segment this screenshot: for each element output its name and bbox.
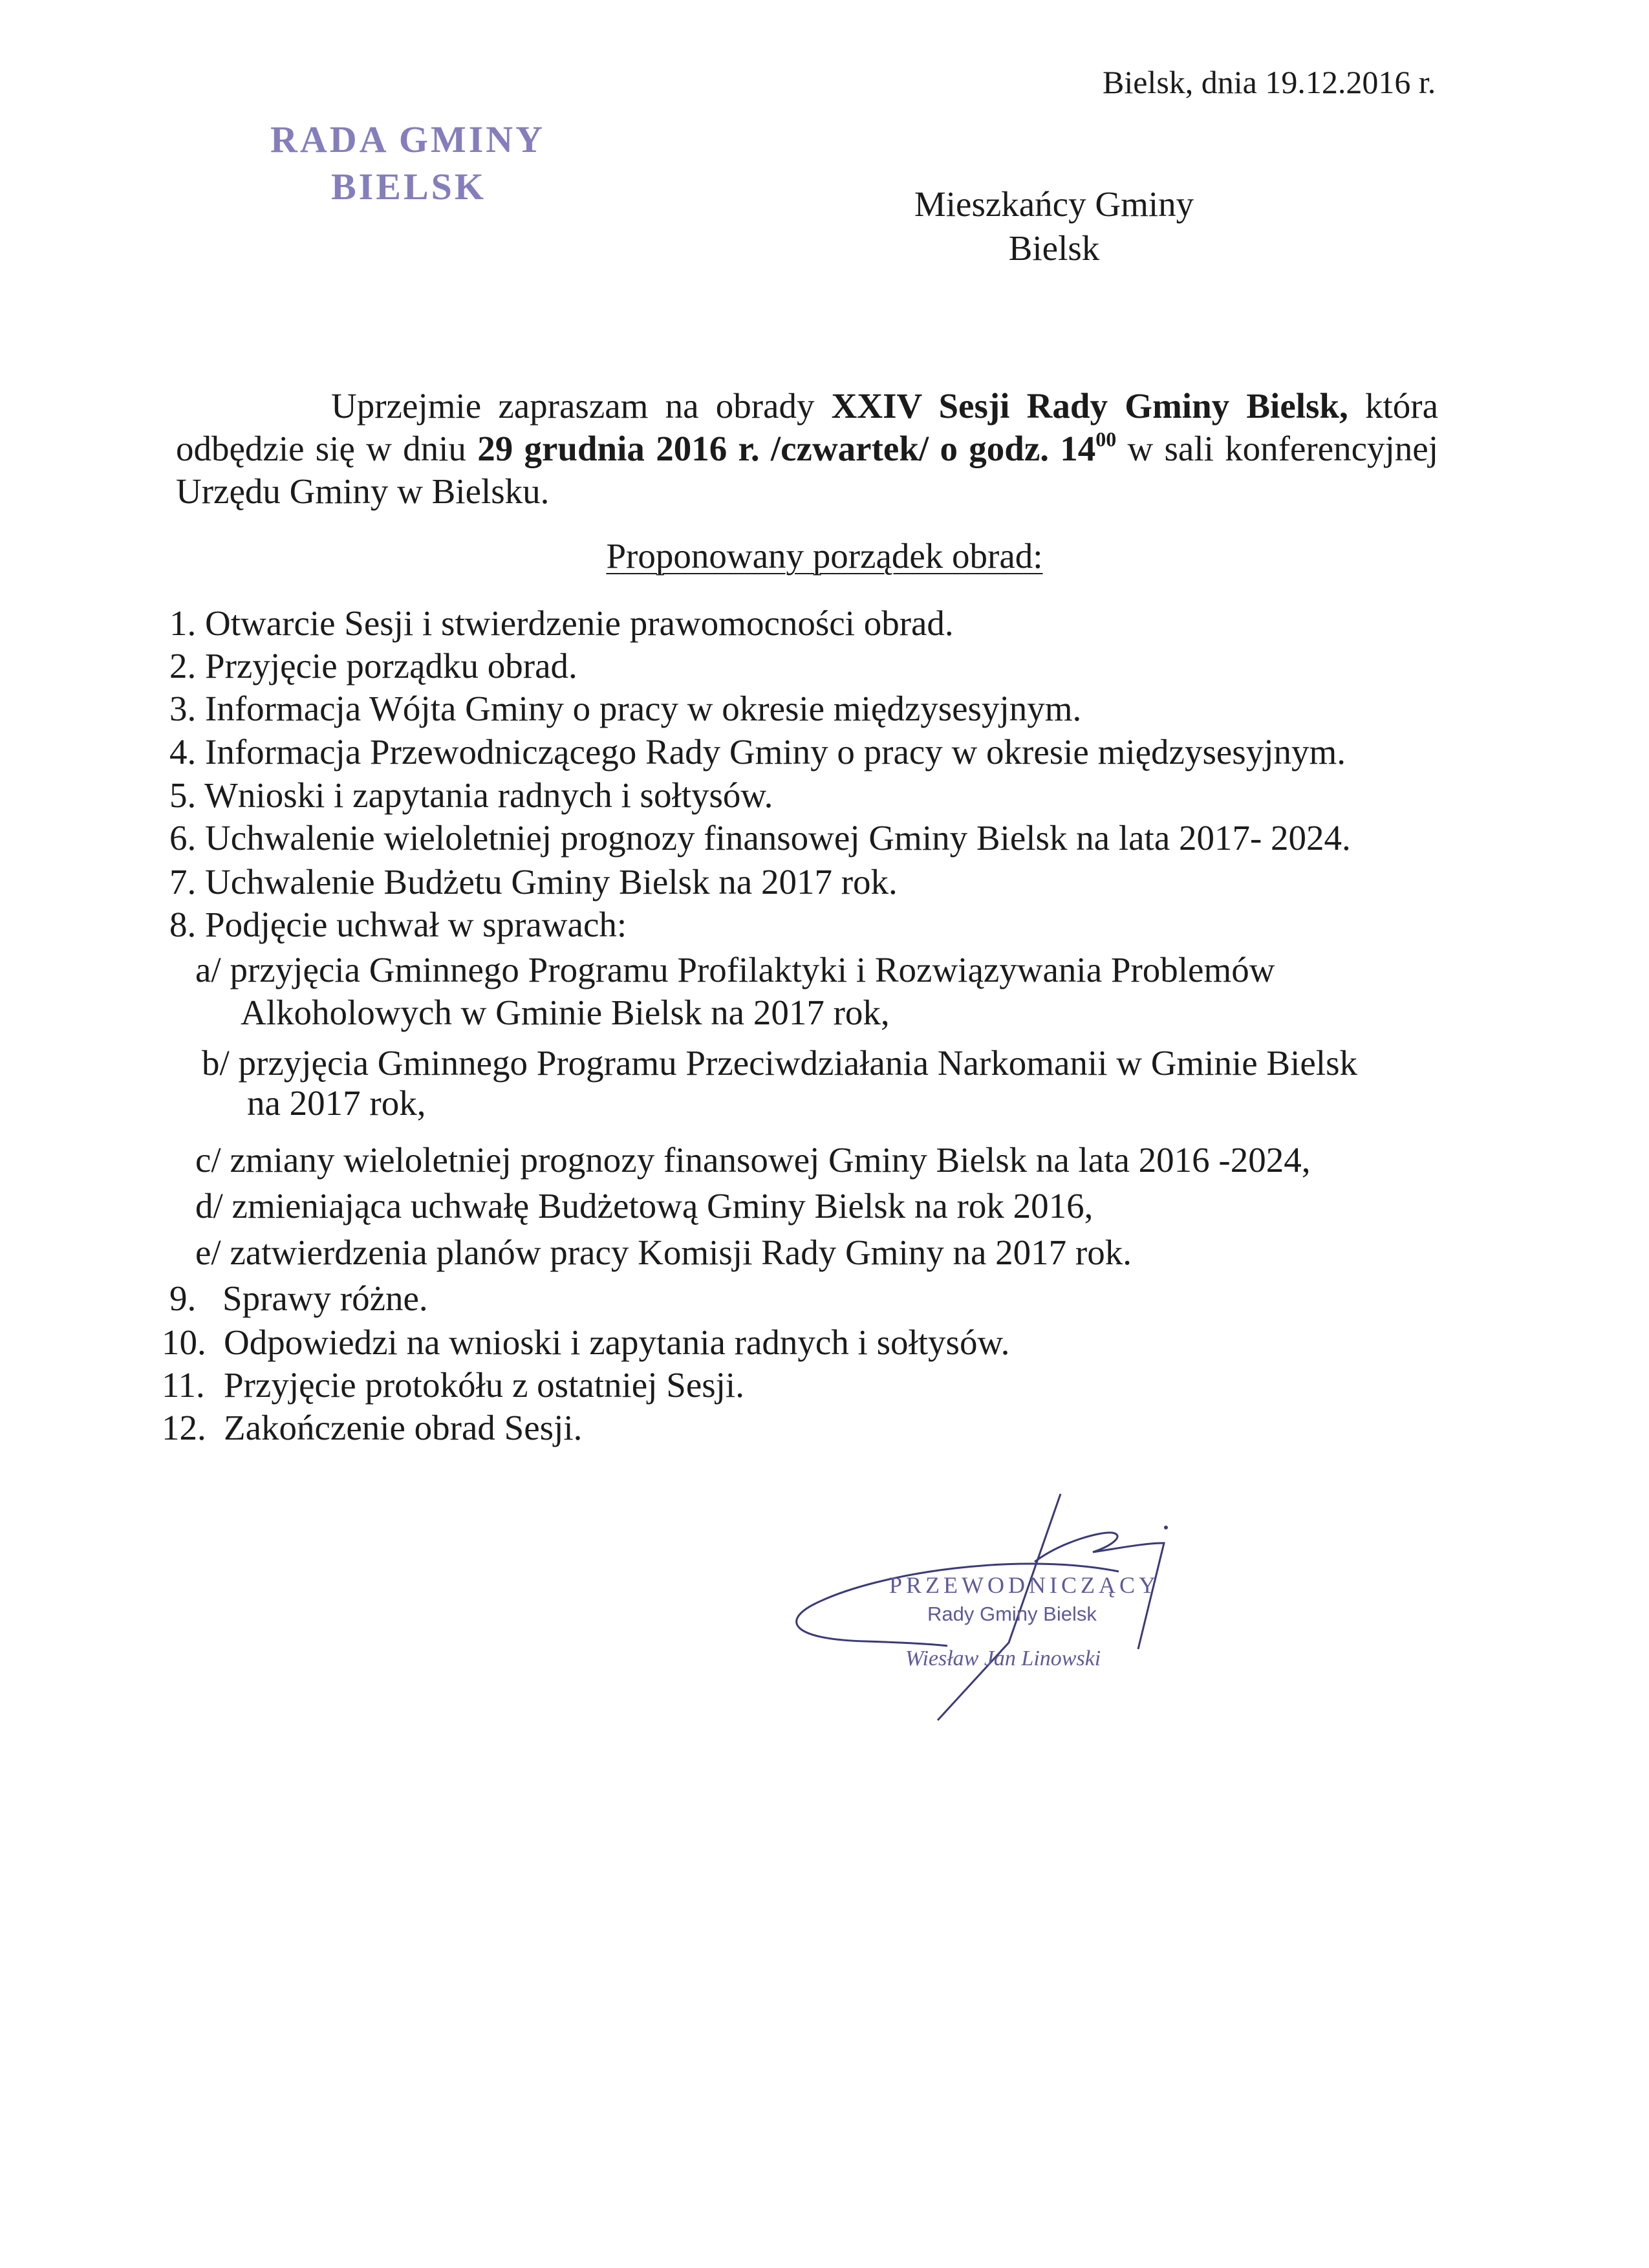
recipient-block <box>892 182 1216 270</box>
agenda-item <box>169 731 1346 773</box>
subitem-label: d/ <box>195 1186 223 1226</box>
agenda-subitem-continuation: na 2017 rok, <box>247 1083 426 1123</box>
agenda-item-number: 5. <box>169 775 197 815</box>
agenda-item <box>169 688 1081 729</box>
agenda-item <box>169 861 898 903</box>
intro-text-1: Uprzejmie zapraszam na obrady <box>331 386 832 426</box>
session-time-minutes: 00 <box>1095 427 1117 451</box>
agenda-subitem <box>195 1185 1093 1227</box>
agenda-item-text: Informacja Przewodniczącego Rady Gminy o pracy w okresie międzysesyjnym. <box>205 732 1346 772</box>
agenda-item <box>169 1278 428 1319</box>
subitem-label: a/ <box>195 950 221 989</box>
agenda-subitem <box>195 1232 1132 1273</box>
agenda-item-number: 10. <box>162 1323 206 1362</box>
subitem-text: przyjęcia Gminnego Programu Profilaktyki i Rozwiązywania Problemów <box>230 950 1275 989</box>
recipient-line-2: Bielsk <box>1008 228 1100 268</box>
stamp-line-1: RADA GMINY <box>270 118 546 160</box>
agenda-item-number: 6. <box>169 818 197 858</box>
agenda-item-text: Odpowiedzi na wnioski i zapytania radnych i sołtysów. <box>224 1323 1010 1362</box>
recipient-line-1: Mieszkańcy Gminy <box>914 184 1194 224</box>
agenda-item-text: Uchwalenie wieloletniej prognozy finansowej Gminy Bielsk na lata 2017- 2024. <box>205 818 1351 858</box>
subitem-label: e/ <box>195 1233 221 1272</box>
agenda-item-number: 7. <box>169 862 197 902</box>
session-date: 29 grudnia 2016 r. /czwartek/ o godz. 14 <box>477 429 1096 468</box>
agenda-item-number: 2. <box>169 646 197 686</box>
agenda-item-text: Przyjęcie protokółu z ostatniej Sesji. <box>224 1365 744 1405</box>
agenda-item-text: Podjęcie uchwał w sprawach: <box>205 905 627 944</box>
agenda-item-number: 1. <box>169 603 197 643</box>
agenda-item <box>169 904 627 945</box>
agenda-item <box>169 817 1351 859</box>
agenda-subitem <box>202 1042 1357 1084</box>
agenda-title: Proponowany porządek obrad: <box>606 536 1043 576</box>
subitem-text: zmiany wieloletniej prognozy finansowej Gminy Bielsk na lata 2016 -2024, <box>230 1140 1311 1180</box>
agenda-item <box>169 603 954 644</box>
agenda-item-number: 8. <box>169 905 197 944</box>
signature-organization: Rady Gminy Bielsk <box>927 1603 1097 1625</box>
agenda-item-number: 12. <box>162 1408 206 1447</box>
agenda-item-number: 11. <box>162 1365 205 1405</box>
signature-name: Wiesław Jan Linowski <box>905 1647 1101 1670</box>
subitem-label: c/ <box>195 1140 221 1180</box>
signature-title: PRZEWODNICZĄCY <box>889 1572 1159 1598</box>
agenda-item-text: Uchwalenie Budżetu Gminy Bielsk na 2017 rok. <box>205 862 898 902</box>
agenda-subitem-continuation: Alkoholowych w Gminie Bielsk na 2017 rok, <box>241 993 890 1032</box>
agenda-item <box>162 1322 1009 1363</box>
agenda-item-text: Sprawy różne. <box>222 1279 428 1318</box>
subitem-text: zmieniająca uchwałę Budżetową Gminy Bielsk na rok 2016, <box>232 1186 1094 1226</box>
agenda-item-number: 4. <box>169 732 197 772</box>
subitem-text: zatwierdzenia planów pracy Komisji Rady Gminy na 2017 rok. <box>230 1233 1132 1272</box>
agenda-item-text: Zakończenie obrad Sesji. <box>224 1408 583 1447</box>
intro-text-3: w sali konferencyjnej Urzędu Gminy w Bielsku. <box>176 429 1438 511</box>
agenda-item <box>169 775 773 816</box>
subitem-text: przyjęcia Gminnego Programu Przeciwdziałania Narkomanii w Gminie Bielsk <box>238 1043 1357 1083</box>
session-name: XXIV Sesji Rady Gminy Bielsk, <box>831 386 1348 426</box>
agenda-item <box>162 1365 744 1406</box>
intro-text-2: która odbędzie się w dniu <box>176 386 1439 468</box>
agenda-item-number: 3. <box>169 689 197 728</box>
agenda-item <box>162 1407 582 1449</box>
agenda-subitem <box>195 1139 1310 1181</box>
agenda-item-text: Informacja Wójta Gminy o pracy w okresie międzysesyjnym. <box>205 689 1082 728</box>
agenda-item-text: Wnioski i zapytania radnych i sołtysów. <box>204 775 773 815</box>
agenda-item-text: Otwarcie Sesji i stwierdzenie prawomocności obrad. <box>205 603 954 643</box>
agenda-subitem <box>195 949 1275 991</box>
agenda-item-number: 9. <box>169 1279 197 1318</box>
date-line: Bielsk, dnia 19.12.2016 r. <box>1103 64 1436 100</box>
stamp-line-2: BIELSK <box>331 166 486 208</box>
agenda-item <box>169 645 577 687</box>
agenda-item-text: Przyjęcie porządku obrad. <box>205 646 577 686</box>
subitem-label: b/ <box>202 1043 230 1083</box>
invitation-paragraph <box>176 385 1438 513</box>
